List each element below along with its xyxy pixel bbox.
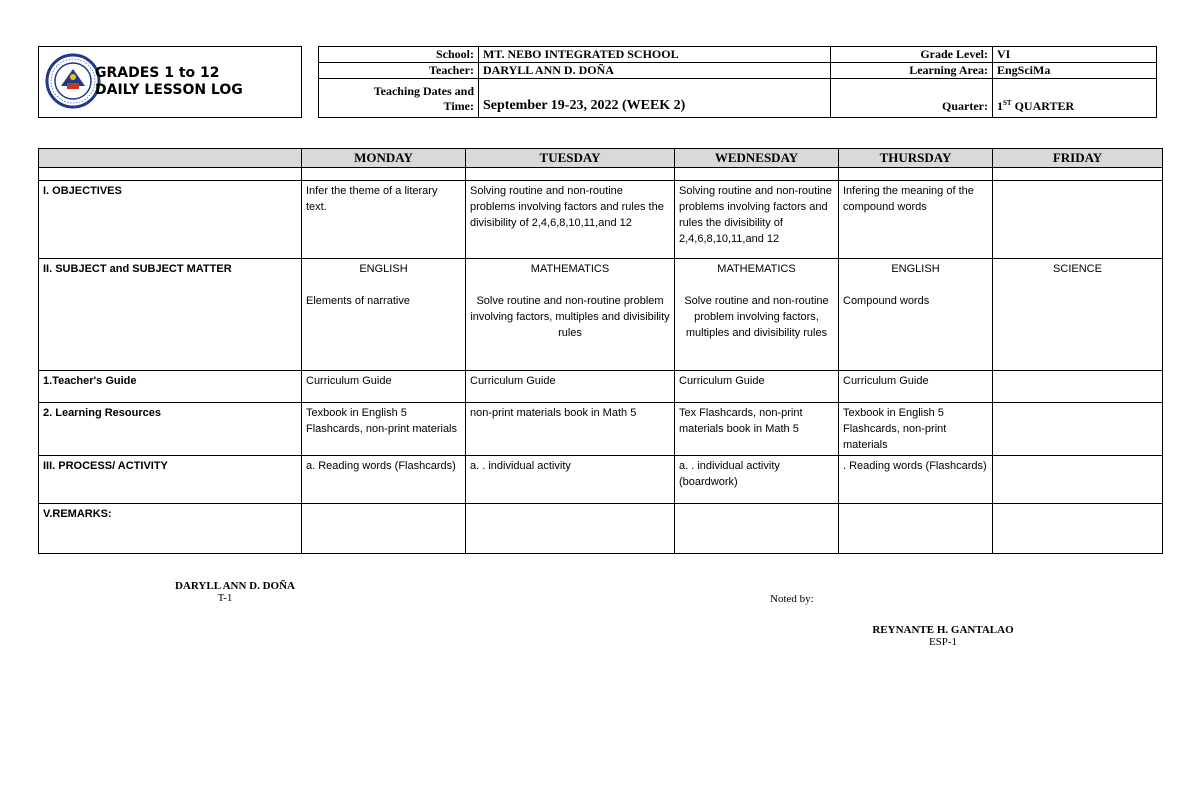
objective-friday (993, 181, 1163, 259)
objective-tuesday: Solving routine and non-routine problems involving factors and rules the divisibility of 2,4,6,8,10,11,and 12 (466, 181, 675, 259)
log-title (95, 65, 243, 99)
teacher-label: Teacher: (319, 63, 479, 79)
remarks-tuesday (466, 504, 675, 554)
objective-thursday: Infering the meaning of the compound words (839, 181, 993, 259)
school-value: MT. NEBO INTEGRATED SCHOOL (479, 47, 831, 63)
day-header-tuesday: TUESDAY (466, 149, 675, 168)
dates-label (319, 79, 479, 118)
quarter-suffix: ST (1003, 99, 1012, 107)
objective-wednesday: Solving routine and non-routine problems involving factors and rules the divisibility of 2,4,6,8,10,11,and 12 (675, 181, 839, 259)
log-title-line2: DAILY LESSON LOG (95, 82, 243, 98)
remarks-wednesday (675, 504, 839, 554)
objective-monday: Infer the theme of a literary text. (302, 181, 466, 259)
noted-by-label: Noted by: (770, 593, 814, 605)
dates-value: September 19-23, 2022 (WEEK 2) (479, 79, 831, 118)
remarks-label: V.REMARKS: (39, 504, 302, 554)
spacer-cell (466, 168, 675, 181)
subject-gap (470, 277, 670, 293)
resources-thursday: Texbook in English 5 Flashcards, non-print materials (839, 403, 993, 456)
prepared-by-signature (160, 580, 310, 604)
lesson-log-table (38, 148, 1163, 554)
spacer-cell (839, 168, 993, 181)
subject-monday (302, 259, 466, 371)
area-label: Learning Area: (831, 63, 993, 79)
guide-wednesday: Curriculum Guide (675, 371, 839, 403)
prepared-by-name: DARYLL ANN D. DOÑA (174, 580, 295, 592)
subject-gap (306, 277, 461, 293)
spacer-cell (675, 168, 839, 181)
guide-friday (993, 371, 1163, 403)
subject-name-friday: SCIENCE (1053, 263, 1102, 275)
remarks-row (39, 504, 1163, 554)
quarter-text: QUARTER (1011, 99, 1075, 113)
subject-thursday (839, 259, 993, 371)
resources-friday (993, 403, 1163, 456)
spacer-cell (302, 168, 466, 181)
process-tuesday: a. . individual activity (466, 456, 675, 504)
prepared-by-title: T-1 (217, 592, 233, 604)
guide-monday: Curriculum Guide (302, 371, 466, 403)
grade-value: VI (993, 47, 1157, 63)
subject-label: II. SUBJECT and SUBJECT MATTER (39, 259, 302, 371)
guide-thursday: Curriculum Guide (839, 371, 993, 403)
learning-resources-row (39, 403, 1163, 456)
resources-wednesday: Tex Flashcards, non-print materials book in Math 5 (675, 403, 839, 456)
teachers-guide-label: 1.Teacher's Guide (39, 371, 302, 403)
resources-monday: Texbook in English 5 Flashcards, non-print materials (302, 403, 466, 456)
remarks-thursday (839, 504, 993, 554)
subject-friday (993, 259, 1163, 371)
objectives-label: I. OBJECTIVES (39, 181, 302, 259)
grade-label: Grade Level: (831, 47, 993, 63)
quarter-value (993, 79, 1157, 118)
spacer-cell (39, 168, 302, 181)
subject-gap (679, 277, 834, 293)
spacer-cell (993, 168, 1163, 181)
subject-matter-tuesday: Solve routine and non-routine problem involving factors, multiples and divisibility rules (470, 295, 670, 339)
subject-matter-thursday: Compound words (843, 295, 930, 307)
noted-by-name: REYNANTE H. GANTALAO (872, 624, 1014, 636)
remarks-friday (993, 504, 1163, 554)
noted-by-signature (858, 624, 1028, 648)
process-monday: a. Reading words (Flashcards) (302, 456, 466, 504)
process-row (39, 456, 1163, 504)
subject-tuesday (466, 259, 675, 371)
deped-seal-icon (45, 53, 101, 109)
dates-label-line2: Time: (443, 99, 474, 113)
process-thursday: . Reading words (Flashcards) (839, 456, 993, 504)
process-wednesday: a. . individual activity (boardwork) (675, 456, 839, 504)
remarks-monday (302, 504, 466, 554)
objectives-row (39, 181, 1163, 259)
log-title-box (38, 46, 302, 118)
day-header-wednesday: WEDNESDAY (675, 149, 839, 168)
log-title-line1: GRADES 1 to 12 (95, 65, 220, 81)
subject-matter-monday: Elements of narrative (306, 295, 410, 307)
subject-name-wednesday: MATHEMATICS (717, 263, 796, 275)
header-info-table (318, 46, 1157, 118)
guide-tuesday: Curriculum Guide (466, 371, 675, 403)
corner-header-cell (39, 149, 302, 168)
process-label: III. PROCESS/ ACTIVITY (39, 456, 302, 504)
quarter-label: Quarter: (831, 79, 993, 118)
subject-name-monday: ENGLISH (359, 263, 408, 275)
area-value: EngSciMa (993, 63, 1157, 79)
subject-name-tuesday: MATHEMATICS (530, 263, 610, 275)
day-header-thursday: THURSDAY (839, 149, 993, 168)
dates-label-line1: Teaching Dates and (373, 84, 474, 98)
subject-row (39, 259, 1163, 371)
teacher-value: DARYLL ANN D. DOÑA (479, 63, 831, 79)
noted-by-title: ESP-1 (928, 636, 958, 648)
spacer-row (39, 168, 1163, 181)
school-label: School: (319, 47, 479, 63)
subject-gap (843, 277, 988, 293)
subject-matter-wednesday: Solve routine and non-routine problem involving factors, multiples and divisibility rules (684, 295, 829, 339)
learning-resources-label: 2. Learning Resources (39, 403, 302, 456)
process-friday (993, 456, 1163, 504)
teachers-guide-row (39, 371, 1163, 403)
subject-name-thursday: ENGLISH (891, 263, 940, 275)
subject-wednesday (675, 259, 839, 371)
quarter-number: 1 (997, 99, 1003, 113)
resources-tuesday: non-print materials book in Math 5 (466, 403, 675, 456)
day-header-monday: MONDAY (302, 149, 466, 168)
day-header-friday: FRIDAY (993, 149, 1163, 168)
